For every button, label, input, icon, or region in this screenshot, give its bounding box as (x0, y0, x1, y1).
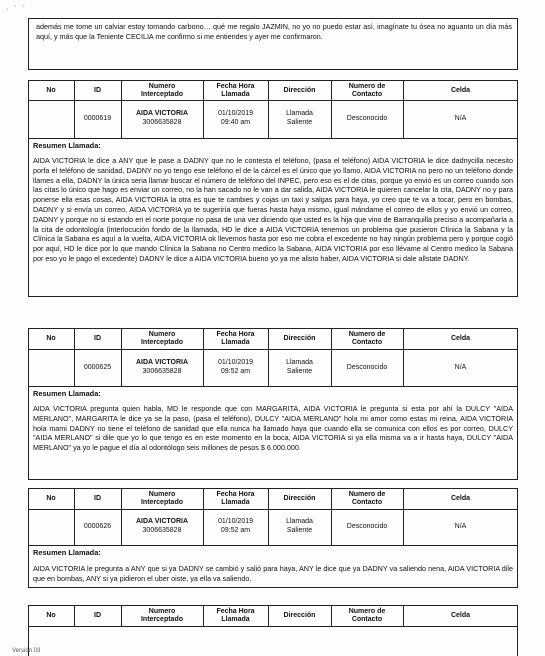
cell-fecha (203, 359, 268, 376)
header-contacto: Numero de Contacto (348, 331, 386, 346)
cell-celda: N/A (454, 364, 467, 371)
cell-numero (121, 110, 203, 127)
header-numero: Numero Interceptado (140, 491, 183, 506)
direccion-line1: Llamada (286, 359, 313, 366)
header-id: ID (94, 612, 101, 619)
scan-marks: · ˈ ` (6, 6, 27, 13)
header-fecha: Fecha Hora Llamada (216, 491, 255, 506)
cell-numero (121, 518, 203, 535)
fecha-time: 09:52 am (220, 526, 251, 534)
header-contacto: Numero de Contacto (348, 608, 386, 623)
numero-phone: 3006635828 (142, 118, 182, 126)
header-no: No (46, 495, 56, 502)
fecha-date: 01/10/2019 (217, 359, 254, 366)
cell-id: 0000625 (83, 364, 112, 371)
header-numero: Numero Interceptado (140, 83, 183, 98)
direccion-line1: Llamada (286, 110, 313, 117)
header-fecha: Fecha Hora Llamada (216, 608, 255, 623)
header-celda: Celda (450, 335, 471, 342)
fecha-time: 09:52 am (220, 367, 251, 375)
fecha-date: 01/10/2019 (217, 518, 254, 525)
cell-numero (121, 359, 203, 376)
header-celda: Celda (450, 87, 471, 94)
header-no: No (46, 335, 56, 342)
header-celda: Celda (450, 495, 471, 502)
header-celda: Celda (450, 612, 471, 619)
header-direccion: Dirección (283, 495, 316, 502)
numero-name: AIDA VICTORIA (135, 110, 189, 117)
direccion-line2: Saliente (286, 526, 313, 534)
fecha-date: 01/10/2019 (217, 110, 254, 117)
cell-id: 0000619 (83, 115, 112, 122)
header-id: ID (94, 335, 101, 342)
cell-contacto: Desconocido (346, 115, 388, 122)
header-id: ID (94, 495, 101, 502)
cell-celda: N/A (454, 115, 467, 122)
header-contacto: Numero de Contacto (348, 491, 386, 506)
header-fecha: Fecha Hora Llamada (216, 83, 255, 98)
cell-direccion (268, 518, 331, 535)
direccion-line2: Saliente (286, 118, 313, 126)
cell-id: 0000626 (83, 523, 112, 530)
cell-contacto: Desconocido (346, 364, 388, 371)
cell-direccion (268, 110, 331, 127)
numero-phone: 3006635828 (142, 367, 182, 375)
cell-fecha (203, 518, 268, 535)
cell-fecha (203, 110, 268, 127)
record-summary: AIDA VICTORIA le pregunta a ANY que si ya DADNY se cambió y salió para haya, ANY le dice que ya DADNY va saliendo nena, AIDA VICTORIA dile que en bombas, ANY si ya pidieron el uber oiste, ya ella va saliendo. (33, 564, 513, 583)
numero-name: AIDA VICTORIA (135, 359, 189, 366)
top-text: además me tome un calviar estoy tomando carbono… qué me regalo JAZMIN, no yo no puedo estar así, imagínate tu ósea no aguanto un día más aquí, y más que la Teniente CECILIA me confirmo si me entiendes y ayer me confirmaron. (36, 22, 512, 41)
header-direccion: Dirección (283, 87, 316, 94)
header-direccion: Dirección (283, 612, 316, 619)
resumen-label: Resumen Llamada: (33, 389, 101, 398)
header-direccion: Dirección (283, 335, 316, 342)
direccion-line2: Saliente (286, 367, 313, 375)
record-summary: AIDA VICTORIA le dice a ANY que le pase a DADNY que no le contesta el teléfono, (pasa el teléfono) AIDA VICTORIA le dice dadnycilla necesito porfa el teléfono de sanidad, DADNY no yo tengo ese teléfono el de la cárcel es el único que yo llamo, AIDA VICTORIA no pero no un teléfono donde llames a ella, DADNY la única seria llamar buscar el número de teléfono del INPEC, pero eso es el de citas, porque yo envió es un correo cuando son las citas lo único que hago es enviar un correo, no la han sacado no le van a dar salida, AIDA VICTORIA le quieren cancelar la cita, DADNY no y para ponerse ella esas cosas, AIDA VICTORIA la otra es que te cambies y cojas un taxi y salgas para haya, yo creo que te va a tocar, pero en bombas, DADNY y si envía un correo, AIDA VICTORIA yo te sugeriría que fueras hasta haya mismo, igual mándame el correo de ellos y yo envió un correo, DADNY y porque no si estando en el norte porque no pasa de una vez diciendo que usted es la hija que vino de Barranquilla preciso a acompañarla a la cita de odontología (interlocución fondo de la llamada, HD le dice a AIDA VICTORIA tenemos un problema que pusieron Clínica la Sabana y la Clínica la Sabana es aquí a la vuelta, AIDA VICTORIA ok llevemos hasta por eso me cobra el excedente no hay ningún problema pero y porque cogió por aquí, HD le dice por lo que mando Clínica la Sabana no Centro medico la Sabana, AIDA VICTORIA por eso llévame al Centro medico la Sabana por eso yo le pago el excedente) DADNY le dice a AIDA VICTORIA bueno yo ya me alisto haber, AIDA VICTORIA si dale allstate DADNY. (33, 156, 513, 263)
resumen-label: Resumen Llamada: (33, 548, 101, 557)
cell-contacto: Desconocido (346, 523, 388, 530)
header-no: No (46, 612, 56, 619)
direccion-line1: Llamada (286, 518, 313, 525)
header-numero: Numero Interceptado (140, 608, 183, 623)
header-fecha: Fecha Hora Llamada (216, 331, 255, 346)
header-contacto: Numero de Contacto (348, 83, 386, 98)
cell-celda: N/A (454, 523, 467, 530)
header-numero: Numero Interceptado (140, 331, 183, 346)
resumen-label: Resumen Llamada: (33, 141, 101, 150)
cell-direccion (268, 359, 331, 376)
header-id: ID (94, 87, 101, 94)
fecha-time: 09:40 am (220, 118, 251, 126)
header-no: No (46, 87, 56, 94)
page-footer: Versión 03 (12, 648, 41, 654)
numero-name: AIDA VICTORIA (135, 518, 189, 525)
numero-phone: 3006635828 (142, 526, 182, 534)
record-summary: AIDA VICTORIA pregunta quien habla, MD le responde que con MARGARITA, AIDA VICTORIA le pregunta si esta por ahí la DULCY "AIDA MERLANO", MARGARITA le dice ya se la paso, (pasa el teléfono), DULCY "AIDA MERLANO" hola mi amor como estas mi reina, AIDA VICTORIA hola mami DADNY no tiene el teléfono de sanidad que ella nunca ha llamado haya que cuando ella se comunica con ellos es por correo, DULCY "AIDA MERLANO" si dile que yo lo que tengo es en este momento en la boca, AIDA VICTORIA si ya ella misma va a ir hasta haya, DULCY "AIDA MERLANO" ya yo le pague el día al odontólogo seis millones de pesos $ 6.000.000. (33, 404, 513, 453)
